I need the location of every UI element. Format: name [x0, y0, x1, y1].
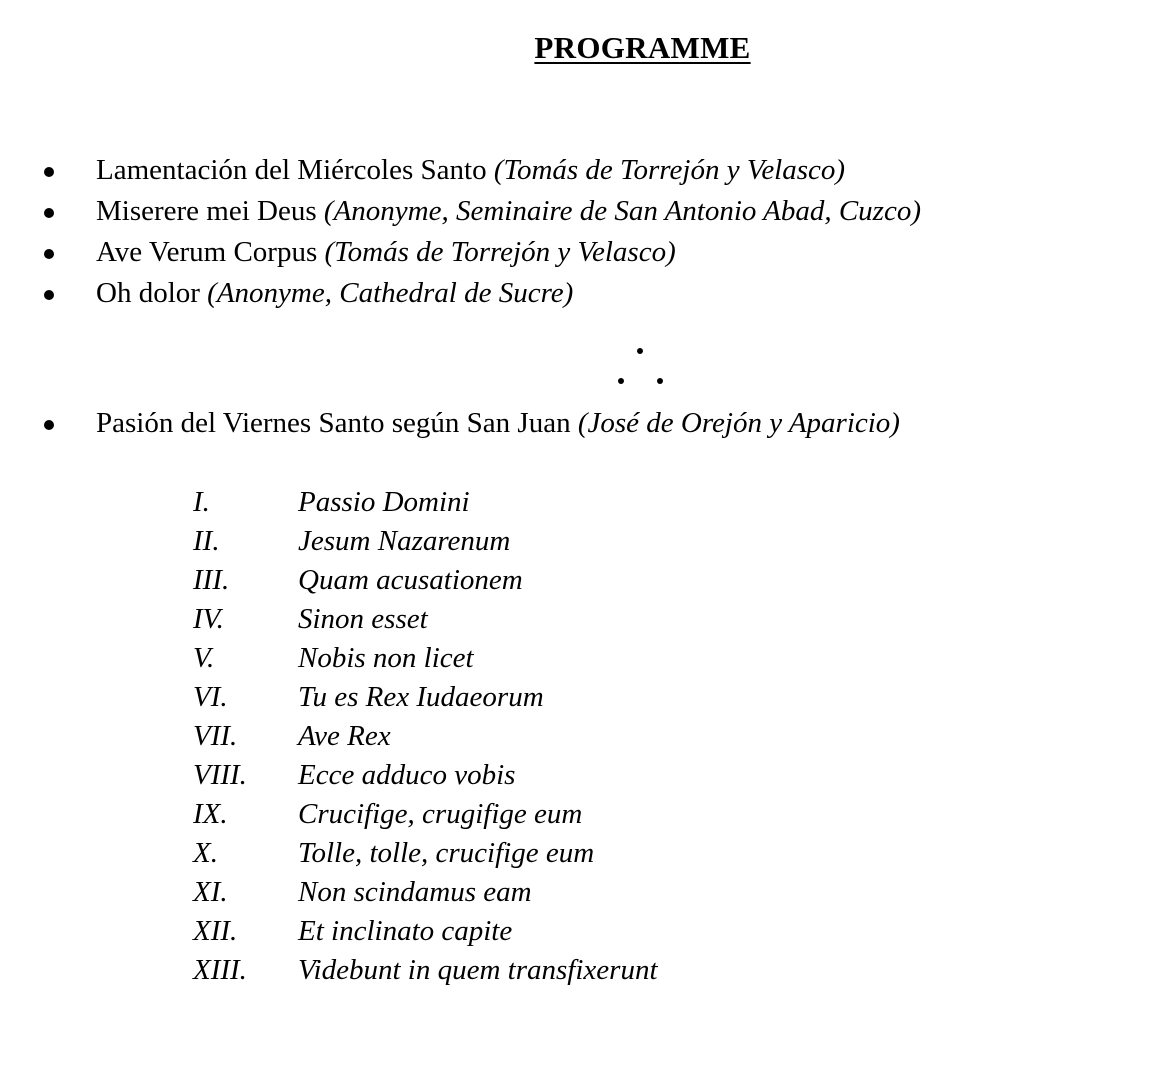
- programme-item-passion: [40, 403, 1169, 444]
- movement-numeral: XIII.: [193, 954, 247, 986]
- movement-numeral: VIII.: [193, 759, 247, 791]
- movement-numeral: II.: [193, 525, 220, 557]
- programme-item: [40, 232, 1150, 273]
- movement-title: Sinon esset: [298, 603, 428, 635]
- movement-numeral: XII.: [193, 915, 238, 947]
- composer-name: (José de Orejón y Aparicio): [577, 407, 900, 439]
- page-title: PROGRAMME: [534, 30, 751, 65]
- movement-numeral: IV.: [193, 603, 224, 635]
- work-title: Lamentación del Miércoles Santo: [96, 154, 487, 186]
- programme-item: [40, 191, 1150, 232]
- movement-row: [193, 522, 658, 561]
- composer-name: (Anonyme, Seminaire de San Antonio Abad, Cuzco): [323, 195, 921, 227]
- movement-row: [193, 561, 658, 600]
- bullet-icon: [44, 249, 54, 259]
- composer-name: (Anonyme, Cathedral de Sucre): [207, 277, 574, 309]
- movement-numeral: XI.: [193, 876, 228, 908]
- movement-title: Crucifige, crugifige eum: [298, 798, 583, 830]
- bullet-icon: [44, 290, 54, 300]
- movement-title: Ecce adduco vobis: [298, 759, 516, 791]
- programme-list: [40, 150, 1150, 314]
- movement-row: [193, 717, 658, 756]
- movement-numeral: III.: [193, 564, 230, 596]
- movement-title: Tolle, tolle, crucifige eum: [298, 837, 595, 869]
- movement-row: [193, 912, 658, 951]
- movement-numeral: V.: [193, 642, 215, 674]
- movement-row: [193, 678, 658, 717]
- movement-numeral: VI.: [193, 681, 228, 713]
- programme-item: [40, 273, 1150, 314]
- movement-title: Passio Domini: [298, 486, 470, 518]
- bullet-icon: [44, 208, 54, 218]
- movement-title: Non scindamus eam: [298, 876, 532, 908]
- divider-dot: [637, 348, 643, 354]
- movement-title: Tu es Rex Iudaeorum: [298, 681, 544, 713]
- divider-dot: [657, 378, 663, 384]
- composer-name: (Tomás de Torrejón y Velasco): [493, 154, 846, 186]
- section-divider-dots-icon: [615, 345, 670, 390]
- work-title: Pasión del Viernes Santo según San Juan: [96, 407, 571, 439]
- movement-numeral: X.: [193, 837, 218, 869]
- movement-numeral: I.: [193, 486, 210, 518]
- bullet-icon: [44, 167, 54, 177]
- movement-numeral: VII.: [193, 720, 238, 752]
- movement-list: [193, 483, 658, 990]
- composer-name: (Tomás de Torrejón y Velasco): [324, 236, 676, 268]
- movement-title: Nobis non licet: [298, 642, 474, 674]
- bullet-icon: [44, 420, 54, 430]
- movement-row: [193, 834, 658, 873]
- movement-row: [193, 795, 658, 834]
- movement-row: [193, 873, 658, 912]
- programme-item: [40, 150, 1150, 191]
- movement-row: [193, 951, 658, 990]
- movement-row: [193, 756, 658, 795]
- movement-row: [193, 600, 658, 639]
- divider-dot: [618, 378, 624, 384]
- work-title: Miserere mei Deus: [96, 195, 317, 227]
- movement-title: Ave Rex: [298, 720, 391, 752]
- movement-numeral: IX.: [193, 798, 228, 830]
- work-title: Oh dolor: [96, 277, 200, 309]
- work-title: Ave Verum Corpus: [96, 236, 318, 268]
- movement-title: Jesum Nazarenum: [298, 525, 511, 557]
- movement-title: Quam acusationem: [298, 564, 523, 596]
- movement-row: [193, 639, 658, 678]
- movement-title: Videbunt in quem transfixerunt: [298, 954, 658, 986]
- movement-title: Et inclinato capite: [298, 915, 513, 947]
- movement-row: [193, 483, 658, 522]
